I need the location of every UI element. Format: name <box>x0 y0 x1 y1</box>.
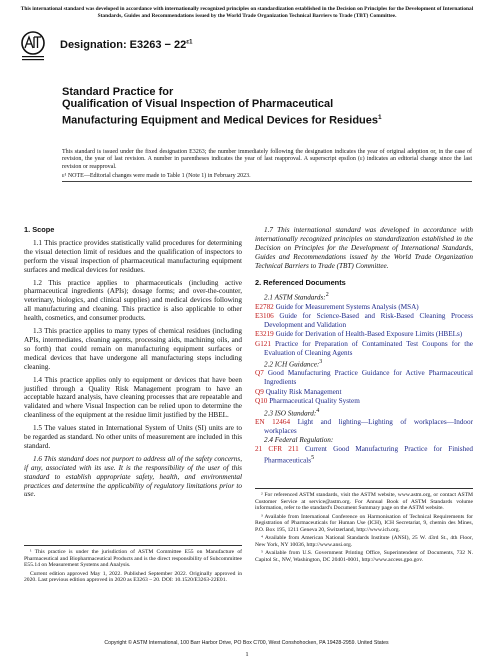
epsilon-note: ε¹ NOTE—Editorial changes were made to Table 1 (Note 1) in February 2023. <box>62 173 472 182</box>
scope-heading: 1. Scope <box>24 225 55 234</box>
standard-type: Standard Practice for <box>62 86 174 98</box>
reference-entry[interactable] <box>255 418 473 436</box>
reference-title-link[interactable]: Light and lighting—Lighting of workplaces—Indoor workplaces <box>264 417 473 435</box>
copyright-footer: Copyright © ASTM International, 100 Barr Harbor Drive, PO Box C700, West Conshohocken, PA 19428-2959. United States <box>104 640 389 646</box>
reference-number-link[interactable]: Q7 <box>255 369 268 378</box>
iso-standard-label: 2.3 ISO Standard:$^4$ <box>264 407 320 417</box>
footnote: ¹ This practice is under the jurisdiction of ASTM Committee E55 on Manufacture of Pharmaceutical and Biopharmaceutical Products and is the direct responsibility of Subcommittee E55.14 on Measurement Systems and Analysis. <box>24 549 242 569</box>
reference-title-link[interactable]: Current Good Manufacturing Practice for Finished Pharmaceuticals <box>264 445 473 465</box>
footnote: ⁴ Available from American National Standards Institute (ANSI), 25 W. 43rd St., 4th Floor, New York, NY 10036, http://www.ansi.org. <box>255 535 473 548</box>
reference-entry[interactable] <box>255 330 473 339</box>
reference-entry[interactable] <box>255 388 473 397</box>
reference-number-link[interactable]: E3219 <box>255 330 276 339</box>
reference-entry[interactable] <box>255 369 473 387</box>
para-1-2: 1.2 This practice applies to pharmaceuticals (including active pharmaceutical ingredients (APIs); dosage forms; and over-the-counter, veterinary, biologics, and clinical supplies) and medical devices following all manufacturing and cleaning. This practice is also applicable to other health, cosmetics, and consumer products. <box>24 278 242 323</box>
footnote: ² For referenced ASTM standards, visit the ASTM website, www.astm.org, or contact ASTM Customer Service at service@astm.org. For Annual Book of ASTM Standards volume information, refer to the standard's Document Summary page on the ASTM website. <box>255 492 473 512</box>
reference-entry[interactable] <box>255 303 473 312</box>
left-footnotes <box>24 545 242 586</box>
referenced-documents-heading: 2. Referenced Documents <box>255 277 346 287</box>
reference-title-link[interactable]: Guide for Measurement Systems Analysis (MSA) <box>275 302 419 311</box>
document-title: Qualification of Visual Inspection of Pharmaceutical Manufacturing Equipment and Medical Devices for Residues$^1$ <box>62 98 382 127</box>
para-1-6: 1.6 This standard does not purport to address all of the safety concerns, if any, associated with its use. It is the responsibility of the user of this standard to establish appropriate safety, health, and environmental practices and determine the applicability of regulatory limitations prior to use. <box>24 454 242 499</box>
issue-note: This standard is issued under the fixed designation E3263; the number immediately following the designation indicates the year of original adoption or, in the case of revision, the year of last revision. A number in parentheses indicates the year of last reapproval. A superscript epsilon (ε) indicates an editorial change since the last revision or reapproval. <box>62 149 472 170</box>
para-1-3: 1.3 This practice applies to many types of chemical residues (including APIs, intermediates, cleaning agents, processing aids, machining oils, and so forth) that could remain on manufacturing equipment surfaces or medical devices that have undergone all manufacturing steps including cleaning. <box>24 327 242 371</box>
para-1-1: 1.1 This practice provides statistically valid procedures for determining the visual detection limit of residues and the qualification of inspectors to perform the visual inspection of pharmaceutical manufacturing equipment surfaces and medical devices for residues. <box>24 238 242 274</box>
para-1-7: 1.7 This international standard was developed in accordance with internationally recognized principles on standardization established in the Decision on Principles for the Development of International Standards, Guides and Recommendations issued by the World Trade Organization Technical Barriers to Trade (TBT) Committee. <box>255 226 473 270</box>
para-1-5: 1.5 The values stated in International System of Units (SI) units are to be regarded as standard. No other units of measurement are included in this standard. <box>24 424 242 450</box>
footnote: ⁵ Available from U.S. Government Printing Office, Superintendent of Documents, 732 N. Capitol St., NW, Washington, DC 20401-0001, http://www.access.gpo.gov. <box>255 550 473 563</box>
para-1-4: 1.4 This practice applies only to equipment or devices that have been justified through a Quality Risk Management program to have an acceptable hazard analysis, have cleaning processes that are repeatable and validated and where Visual Inspection can be relied upon to determine the cleanliness of the equipment at the residue limit justified by the HBEL. <box>24 375 242 420</box>
reference-title-link[interactable]: Guide for Science-Based and Risk-Based Cleaning Process Development and Validation <box>264 312 473 330</box>
reference-entry[interactable] <box>255 397 473 406</box>
federal-regulation-label: 2.4 Federal Regulation: <box>264 436 334 445</box>
footnote: ³ Available from International Conference on Harmonisation of Technical Requirements for Registration of Pharmaceuticals for Human Use (ICH), ICH Secretariat, 9, chemin des Mines, P.O. Box 195, 1211 Geneva 20, Switzerland, http://www.ich.org. <box>255 513 473 534</box>
reference-number-link[interactable]: G121 <box>255 339 276 348</box>
right-footnotes <box>255 488 473 565</box>
astm-standards-label: 2.1 ASTM Standards:$^2$ <box>264 292 329 302</box>
left-column <box>24 226 242 499</box>
reference-title-link[interactable]: Guide for Derivation of Health-Based Exposure Limits (HBELs) <box>275 330 463 339</box>
ich-guidance-label: 2.2 ICH Guidance:$^3$ <box>264 359 323 369</box>
reference-title-link[interactable]: Quality Risk Management <box>265 387 342 396</box>
reference-number-link[interactable]: Q10 <box>255 397 270 406</box>
reference-entry[interactable] <box>255 445 473 465</box>
reference-number-link[interactable]: E2782 <box>255 302 276 311</box>
designation: Designation: $E3263 - 22^{\varepsilon 1}$ <box>60 39 193 51</box>
reference-entry[interactable] <box>255 312 473 330</box>
reference-entry[interactable] <box>255 340 473 358</box>
reference-number-link[interactable]: Q9 <box>255 387 266 396</box>
reference-number-link[interactable]: 21 CFR 211 <box>255 445 305 454</box>
tbt-notice: This international standard was developed in accordance with internationally recognized principles on standardization established in the Decision on Principles for the Development of International Standards, Guides and Recommendations issued by the World Trade Organization Technical Barriers to Trade (TBT) Committee. <box>20 6 474 19</box>
footnote: Current edition approved May 1, 2022. Published September 2022. Originally approved in 2020. Last previous edition approved in 2020 as E3263 – 20. DOI: 10.1520/E3263-22E01. <box>24 570 242 584</box>
page-number: 1 <box>245 651 249 658</box>
reference-number-link[interactable]: E3106 <box>255 312 280 321</box>
footnote-marker: 5 <box>311 455 315 462</box>
astm-international-logo <box>20 30 46 64</box>
reference-title-link[interactable]: Pharmaceutical Quality System <box>269 397 360 406</box>
reference-title-link[interactable]: Practice for Preparation of Contaminated Test Coupons for the Evaluation of Cleaning Agents <box>264 339 473 357</box>
reference-title-link[interactable]: Good Manufacturing Practice Guidance for Active Pharmaceutical Ingredients <box>264 369 473 387</box>
reference-number-link[interactable]: EN 12464 <box>255 417 298 426</box>
right-column <box>255 226 473 466</box>
